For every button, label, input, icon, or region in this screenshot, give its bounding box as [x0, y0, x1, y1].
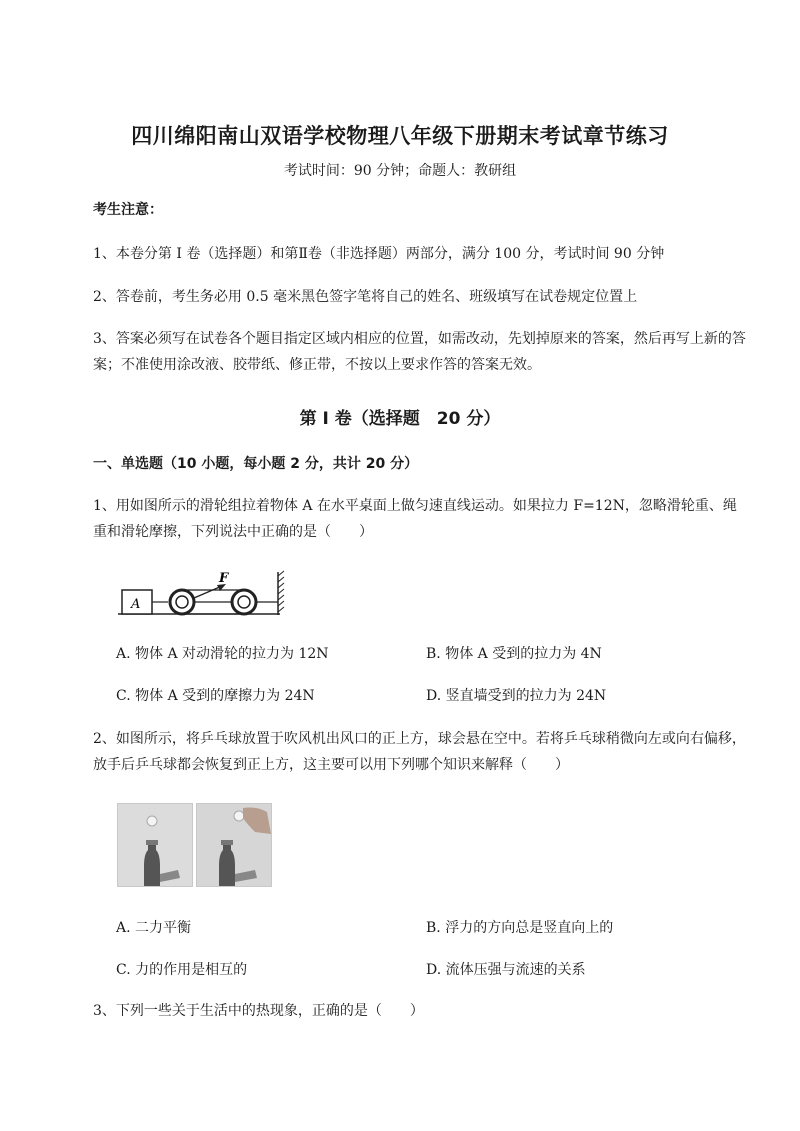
- question-stem: 1、用如图所示的滑轮组拉着物体 A 在水平桌面上做匀速直线运动。如果拉力 F=12N，忽略滑轮重、绳重和滑轮摩擦，下列说法中正确的是（ ）: [93, 498, 737, 540]
- notice-item: 1、本卷分第 I 卷（选择题）和第Ⅱ卷（非选择题）两部分，满分 100 分，考试时间 90 分钟: [93, 246, 665, 262]
- option-b[interactable]: B. 浮力的方向总是竖直向上的: [426, 920, 614, 936]
- pulley-wheel: [170, 590, 194, 614]
- option-d[interactable]: D. 流体压强与流速的关系: [426, 962, 586, 978]
- hair-dryer-photo: [196, 803, 272, 887]
- hair-dryer-photo: [117, 803, 193, 887]
- question-stem: 3、下列一些关于生活中的热现象，正确的是（ ）: [93, 1003, 424, 1019]
- notice-heading: 考生注意：: [93, 202, 163, 218]
- question-stem: 2、如图所示，将乒乓球放置于吹风机出风口的正上方，球会悬在空中。若将乒乓球稍微向左或向右偏移，放手后乒乓球都会恢复到正上方，这主要可以用下列哪个知识来解释（ ）: [93, 731, 746, 773]
- option-a[interactable]: A. 二力平衡: [116, 920, 192, 936]
- notice-item: 2、答卷前，考生务必用 0.5 毫米黑色签字笔将自己的姓名、班级填写在试卷规定位置上: [93, 289, 638, 305]
- block-label: A: [131, 597, 141, 612]
- option-d[interactable]: D. 竖直墙受到的拉力为 24N: [426, 688, 607, 704]
- option-b[interactable]: B. 物体 A 受到的拉力为 4N: [426, 646, 602, 662]
- pulley-figure: [112, 568, 288, 620]
- option-c[interactable]: C. 力的作用是相互的: [116, 962, 248, 978]
- pulley-wheel: [232, 590, 256, 614]
- exam-info: 考试时间：90 分钟；命题人：教研组: [283, 163, 517, 179]
- page-title: 四川绵阳南山双语学校物理八年级下册期末考试章节练习: [131, 124, 669, 148]
- notice-item: 3、答案必须写在试卷各个题目指定区域内相应的位置，如需改动，先划掉原来的答案，然后再写上新的答案；不准使用涂改液、胶带纸、修正带，不按以上要求作答的答案无效。: [93, 331, 746, 373]
- option-c[interactable]: C. 物体 A 受到的摩擦力为 24N: [116, 688, 315, 704]
- section-title: 第 I 卷（选择题 20 分）: [299, 409, 501, 429]
- force-label: F: [219, 571, 229, 586]
- part-heading: 一、单选题（10 小题，每小题 2 分，共计 20 分）: [93, 456, 419, 472]
- option-a[interactable]: A. 物体 A 对动滑轮的拉力为 12N: [116, 646, 329, 662]
